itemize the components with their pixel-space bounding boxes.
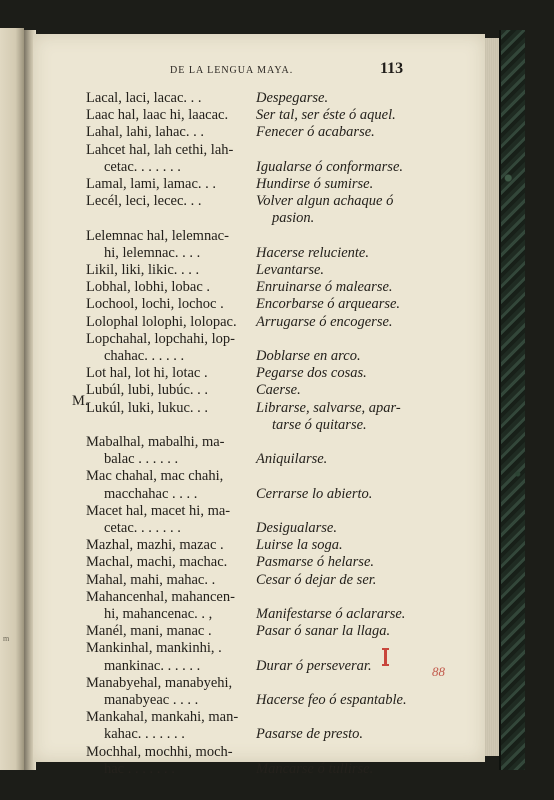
entry-translation-line: [256, 245, 369, 262]
entry-translation: Arrugarse ó encogerse.: [256, 313, 393, 330]
entry-translation-line: [256, 554, 374, 571]
edge-fragment: m: [3, 634, 10, 643]
entry-translation-line: [272, 210, 314, 227]
entry-translation: Durar ó perseverar.: [256, 657, 372, 674]
entry-translation-line: [256, 296, 400, 313]
entry-translation: Aniquilarse.: [256, 451, 328, 468]
entry-translation-line: [256, 726, 363, 743]
entry-lemma: Mazhal, mazhi, mazac .: [86, 537, 224, 554]
section-letter: M.: [72, 393, 89, 409]
entry-translation: Hundirse ó sumirse.: [256, 176, 374, 192]
entry-lemma: Laac hal, laac hi, laacac.: [86, 107, 229, 124]
entry-translation: Cesar ó dejar de ser.: [256, 571, 377, 588]
entry-translation: Hacerse reluciente.: [256, 244, 369, 261]
entry-translation-line: [256, 451, 327, 468]
entry-translation: Levantarse.: [256, 262, 325, 278]
entry-lemma: Lochool, lochi, lochoc .: [86, 296, 224, 313]
entry-translation-line: [256, 124, 375, 141]
entry-translation: Volver algun achaque ó: [256, 193, 394, 210]
running-head: DE LA LENGUA MAYA.: [170, 65, 294, 76]
entry-translation: Manifestarse ó aclararse.: [256, 606, 406, 622]
entry-translation-line: [256, 537, 343, 554]
entry-lemma: Lahcet hal, lah cethi, lah-: [86, 141, 234, 158]
entry-translation: Librarse, salvarse, apar-: [256, 399, 401, 416]
entry-translation-line: [256, 365, 367, 382]
entry-lemma: Lamal, lami, lamac. . .: [86, 176, 217, 192]
entry-translation-line: [256, 606, 405, 623]
entry-lemma: Mankahal, mankahi, man-: [86, 709, 239, 726]
entry-lemma: Lolophal lolophi, lolopac.: [86, 313, 237, 330]
entry-translation-line: [256, 400, 401, 417]
entry-translation-line: [256, 520, 337, 537]
entry-lemma: Mahal, mahi, mahac. .: [86, 571, 216, 588]
entry-lemma: Manabyehal, manabyehi,: [86, 674, 233, 691]
entry-translation-line: [256, 176, 373, 193]
page-number: 113: [380, 60, 404, 77]
entry-lemma: hi, lelemnac. . . .: [104, 244, 201, 261]
entry-translation-line: [256, 193, 393, 210]
entry-translation-line: [256, 107, 396, 124]
margin-note: 88: [432, 664, 445, 679]
entry-lemma: Lobhal, lobhi, lobac .: [86, 279, 211, 296]
entry-translation: Enruinarse ó malearse.: [256, 279, 393, 296]
entry-translation: Despegarse.: [256, 90, 329, 106]
entry-lemma: manabyeac . . . .: [104, 692, 199, 708]
entry-translation-line: [256, 572, 376, 589]
entry-translation-line: [256, 159, 403, 176]
entry-lemma: Lot hal, lot hi, lotac .: [86, 365, 208, 382]
entry-lemma: mankinac. . . . . .: [104, 657, 201, 674]
entry-translation: Pegarse dos cosas.: [256, 365, 367, 382]
entry-translation-line: [256, 486, 372, 503]
entry-translation-line: [256, 348, 361, 365]
entry-lemma: hac . . . . . . .: [104, 760, 175, 777]
entry-translation-line: [256, 279, 393, 296]
entry-lemma: kahac. . . . . . .: [104, 726, 185, 743]
entry-lemma: Lukúl, luki, lukuc. . .: [86, 399, 209, 416]
entry-translation: Hacerse feo ó espantable.: [256, 692, 407, 708]
marbled-cover-edge: [499, 30, 525, 770]
entry-translation: pasion.: [272, 210, 315, 227]
entry-translation-line: [256, 692, 407, 709]
entry-lemma: Mac chahal, mac chahi,: [86, 468, 224, 485]
left-page-edge: [0, 28, 24, 770]
entry-lemma: Lopchahal, lopchahi, lop-: [86, 330, 235, 347]
entry-lemma: cetac. . . . . . .: [104, 158, 181, 175]
entry-translation-line: [256, 262, 324, 279]
entry-translation: Mancarse ó tullirse.: [256, 760, 374, 777]
entry-lemma: Mochhal, mochhi, moch-: [86, 743, 233, 760]
entry-lemma: Machal, machi, machac.: [86, 554, 228, 571]
entry-translation-line: [256, 623, 390, 640]
entry-lemma: cetac. . . . . . .: [104, 520, 181, 536]
entry-translation-line: [256, 314, 393, 331]
entry-lemma: macchahac . . . .: [104, 485, 198, 502]
entry-lemma: balac . . . . . .: [104, 451, 179, 468]
entry-translation-line: [256, 658, 372, 675]
entry-translation: Caerse.: [256, 382, 301, 399]
entry-translation: Pasarse de presto.: [256, 726, 363, 743]
entry-translation: Igualarse ó conformarse.: [256, 158, 404, 175]
entry-translation-line: [256, 90, 328, 107]
entry-translation-line: [272, 417, 367, 434]
entry-translation: Fenecer ó acabarse.: [256, 124, 375, 141]
entry-translation: Cerrarse lo abierto.: [256, 485, 373, 502]
entry-lemma: Mahancenhal, mahancen-: [86, 588, 235, 605]
page-edges: [485, 38, 499, 756]
entry-lemma: hi, mahancenac. . ,: [104, 606, 213, 622]
entry-lemma: Macet hal, macet hi, ma-: [86, 502, 231, 519]
red-bracket-mark: [384, 648, 387, 666]
entry-translation-line: [256, 761, 373, 778]
entry-translation-line: [256, 382, 301, 399]
entry-lemma: chahac. . . . . .: [104, 348, 185, 364]
entry-lemma: Manél, mani, manac .: [86, 623, 212, 640]
entry-lemma: Lahal, lahi, lahac. . .: [86, 124, 204, 141]
entry-translation: Pasar ó sanar la llaga.: [256, 623, 391, 640]
entry-lemma: Lubúl, lubi, lubúc. . .: [86, 382, 209, 399]
entry-translation: tarse ó quitarse.: [272, 416, 367, 433]
entry-translation: Doblarse en arco.: [256, 348, 361, 364]
entry-translation: Encorbarse ó arquearse.: [256, 296, 401, 313]
entry-lemma: Mankinhal, mankinhi, .: [86, 640, 222, 657]
entry-lemma: Mabalhal, mabalhi, ma-: [86, 434, 225, 450]
entry-lemma: Lecél, leci, lecec. . .: [86, 193, 202, 210]
entry-lemma: Lacal, laci, lacac. . .: [86, 90, 202, 106]
entry-translation: Ser tal, ser éste ó aquel.: [256, 107, 396, 124]
entry-translation: Luirse la soga.: [256, 537, 343, 554]
entry-lemma: Likil, liki, likic. . . .: [86, 262, 200, 278]
entry-translation: Desigualarse.: [256, 520, 337, 536]
entry-translation: Pasmarse ó helarse.: [256, 554, 375, 571]
entry-lemma: Lelemnac hal, lelemnac-: [86, 227, 229, 244]
